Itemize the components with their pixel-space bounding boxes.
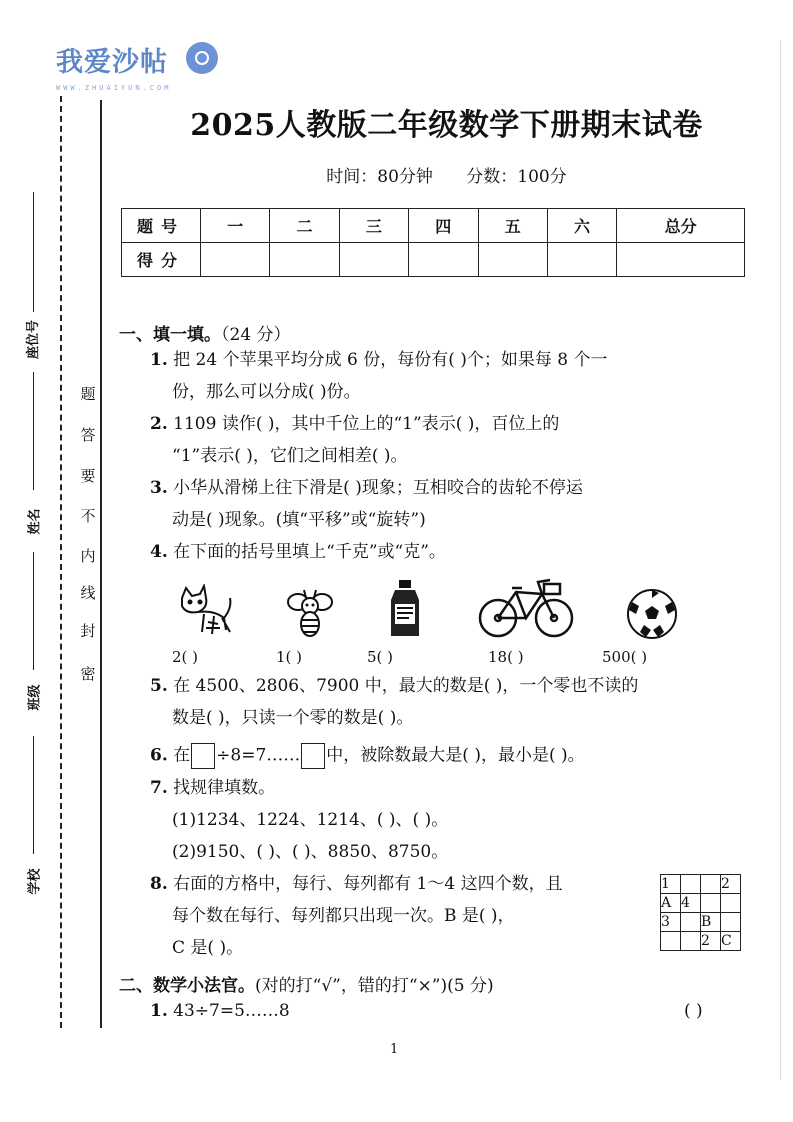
- q6-line: [150, 743, 585, 769]
- score-header-cell: 三: [339, 209, 408, 243]
- q-text: 在下面的括号里填上“千克”或“克”。: [173, 542, 446, 562]
- q8-line1: [150, 876, 563, 893]
- score-header-cell: 一: [201, 209, 270, 243]
- q3-line2: 动是( )现象。(填“平移”或“旋转”): [172, 510, 426, 530]
- grid-cell: [681, 875, 701, 894]
- grid-cell: 2: [721, 875, 741, 894]
- q-number: 2.: [150, 414, 168, 434]
- q-number: 6.: [150, 745, 168, 766]
- logo-badge-icon: [186, 42, 218, 74]
- q-text: 在: [173, 745, 191, 766]
- q-text: 右面的方格中，每行、每列都有 1～4 这四个数，且: [173, 874, 563, 894]
- section-2-heading: [119, 971, 494, 996]
- school-label: 学校: [27, 868, 43, 895]
- football-icon: [626, 588, 678, 640]
- score-header-cell: 题号: [122, 209, 201, 243]
- q4-label-bicycle: 18( ): [488, 648, 524, 666]
- q7-sub2: (2)9150、( )、( )、8850、8750。: [172, 842, 449, 862]
- seal-char: 要: [80, 467, 96, 485]
- grid-cell: 1: [661, 875, 681, 894]
- seat-number-label: 座位号: [26, 319, 42, 360]
- page-edge-line: [780, 40, 781, 1080]
- q4-label-cat: 2( ): [172, 648, 199, 666]
- q-number: 3.: [150, 478, 168, 498]
- score-header-cell: 二: [270, 209, 339, 243]
- q3-line1: [150, 480, 583, 497]
- sudoku-grid: [660, 874, 741, 951]
- q1-line2: 份，那么可以分成( )份。: [172, 382, 361, 402]
- binding-line: [100, 100, 102, 1028]
- section-1-title: 一、填一填。: [119, 325, 221, 345]
- seal-char: 封: [80, 622, 96, 640]
- section-2-points: (对的打“√”，错的打“×”)(5 分): [255, 976, 494, 996]
- school-blank: [33, 736, 34, 854]
- q-text: 1109 读作( )，其中千位上的“1”表示( )，百位上的: [173, 414, 560, 434]
- bicycle-icon: [476, 578, 576, 640]
- q-number: 7.: [150, 778, 168, 798]
- section-1-heading: [119, 320, 291, 345]
- s2-q1-line: [150, 1003, 290, 1020]
- section-2-title: 二、数学小法官。: [119, 976, 255, 996]
- q-text: 在 4500、2806、7900 中，最大的数是( )，一个零也不读的: [173, 676, 639, 696]
- q-text: 中，被除数最大是( )，最小是( )。: [326, 745, 585, 766]
- q5-line2: 数是( )，只读一个零的数是( )。: [172, 708, 414, 728]
- q7-line: [150, 780, 275, 797]
- q-text: ÷8=7……: [216, 745, 301, 766]
- section-1-points: （24 分）: [221, 325, 291, 345]
- name-blank: [33, 372, 34, 490]
- q-number: 4.: [150, 542, 168, 562]
- grid-cell: [721, 913, 741, 932]
- remainder-box[interactable]: [301, 743, 325, 769]
- score-cell[interactable]: [478, 243, 547, 277]
- q-text: 把 24 个苹果平均分成 6 份，每份有( )个；如果每 8 个一: [173, 350, 608, 370]
- seal-char: 不: [80, 507, 96, 525]
- q-number: 1.: [150, 350, 168, 370]
- q-number: 1.: [150, 1001, 168, 1021]
- q4-label-bee: 1( ): [276, 648, 303, 666]
- seal-char: 内: [80, 547, 96, 565]
- grid-cell: [681, 913, 701, 932]
- score-cell[interactable]: [201, 243, 270, 277]
- cut-line-dashed: [60, 96, 62, 1028]
- q-text: 43÷7=5……8: [173, 1001, 290, 1021]
- score-table-header: [122, 209, 745, 243]
- grid-cell: [721, 894, 741, 913]
- grid-cell: [701, 875, 721, 894]
- grid-cell: [661, 932, 681, 951]
- exam-info: [100, 162, 793, 187]
- page-title: 2025人教版二年级数学下册期末试卷: [190, 108, 703, 143]
- score-cell[interactable]: [270, 243, 339, 277]
- grid-cell: 4: [681, 894, 701, 913]
- seal-char: 线: [80, 584, 96, 602]
- s2-q1-answer[interactable]: ( ): [684, 1001, 703, 1021]
- class-label: 班级: [27, 684, 43, 711]
- q4-label-football: 500( ): [602, 648, 648, 666]
- page-number: 1: [390, 1042, 399, 1057]
- score-cell[interactable]: [547, 243, 616, 277]
- score-header-cell: 四: [409, 209, 478, 243]
- logo-text: 我爱沙帖: [56, 47, 168, 78]
- q4-label-bottle: 5( ): [367, 648, 394, 666]
- seal-char: 密: [80, 665, 96, 683]
- grid-cell: A: [661, 894, 681, 913]
- score-cell[interactable]: [339, 243, 408, 277]
- q1-line1: [150, 352, 608, 369]
- score-row-label: 得分: [122, 243, 201, 277]
- score-cell[interactable]: [409, 243, 478, 277]
- cat-icon: [174, 584, 236, 640]
- q8-line2: 每个数在每行、每列都只出现一次。B 是( )，: [172, 906, 515, 926]
- grid-cell: [701, 894, 721, 913]
- seat-blank: [33, 192, 34, 312]
- q4-line: [150, 544, 446, 561]
- score-cell[interactable]: [617, 243, 745, 277]
- grid-cell: C: [721, 932, 741, 951]
- score-header-cell: 总分: [617, 209, 745, 243]
- grid-cell: 2: [701, 932, 721, 951]
- score-header-cell: 六: [547, 209, 616, 243]
- q5-line1: [150, 678, 638, 695]
- bottle-icon: [387, 578, 423, 640]
- name-label: 姓名: [27, 508, 43, 535]
- grid-cell: [681, 932, 701, 951]
- q8-line3: C 是( )。: [172, 938, 244, 958]
- q-text: 找规律填数。: [173, 778, 276, 798]
- logo-subtext: WWW.ZHUAIYUN.COM: [56, 84, 172, 92]
- seal-char: 答: [80, 426, 96, 444]
- q-text: 小华从滑梯上往下滑是( )现象；互相咬合的齿轮不停运: [173, 478, 583, 498]
- dividend-box[interactable]: [191, 743, 215, 769]
- class-blank: [33, 552, 34, 670]
- score-table-row: [122, 243, 745, 277]
- bee-icon: [284, 586, 336, 638]
- exam-score: 分数：100分: [466, 167, 567, 187]
- exam-time: 时间：80分钟: [326, 167, 433, 187]
- grid-cell: B: [701, 913, 721, 932]
- score-header-cell: 五: [478, 209, 547, 243]
- score-table: [121, 208, 745, 277]
- q-number: 5.: [150, 676, 168, 696]
- q7-sub1: (1)1234、1224、1214、( )、( )。: [172, 810, 449, 830]
- seal-char: 题: [80, 385, 96, 403]
- q2-line2: “1”表示( )，它们之间相差( )。: [172, 446, 408, 466]
- q2-line1: [150, 416, 559, 433]
- q-number: 8.: [150, 874, 168, 894]
- grid-cell: 3: [661, 913, 681, 932]
